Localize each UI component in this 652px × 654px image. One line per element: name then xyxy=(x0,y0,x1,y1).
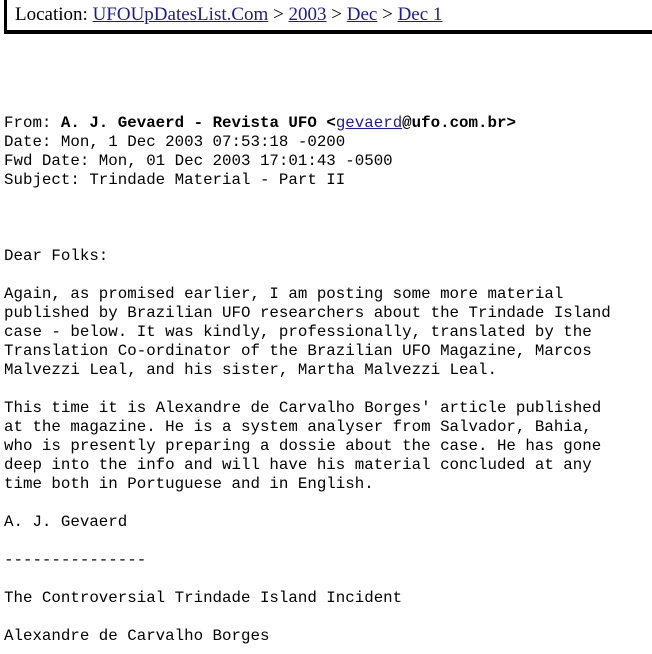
breadcrumb-separator: > xyxy=(377,4,398,25)
fwd-date-line: Fwd Date: Mon, 01 Dec 2003 17:01:43 -0500 xyxy=(4,152,393,170)
paragraph-2: This time it is Alexandre de Carvalho Borges' article published at the magazine. He is a system analyser from Salvador, Bahia, who is presently preparing a dossie about the case. He has gone deep into the info and will have his material concluded at any time both in Portuguese and in English. xyxy=(4,399,602,493)
article-title: The Controversial Trindade Island Incident xyxy=(4,589,403,607)
breadcrumb-separator: > xyxy=(268,4,289,25)
signature: A. J. Gevaerd xyxy=(4,513,128,531)
breadcrumb-year-link[interactable]: 2003 xyxy=(288,4,327,25)
breadcrumb-day-link[interactable]: Dec 1 xyxy=(397,4,443,25)
from-name: A. J. Gevaerd - Revista UFO < xyxy=(60,114,336,132)
greeting: Dear Folks: xyxy=(4,247,109,265)
location-label: Location: xyxy=(15,4,93,25)
location-bar xyxy=(4,0,652,34)
article-author: Alexandre de Carvalho Borges xyxy=(4,627,270,645)
paragraph-1: Again, as promised earlier, I am posting some more material published by Brazilian UFO researchers about the Trindade Island case - below. It was kindly, professionally, translated by the Translation Co-ordinator of the Brazilian UFO Magazine, Marcos Malvezzi Leal, and his sister, Martha Malvezzi Leal. xyxy=(4,285,611,379)
from-email-link[interactable]: gevaerd xyxy=(335,114,403,132)
from-email-domain: @ufo.com.br> xyxy=(402,114,516,132)
subject-line: Subject: Trindade Material - Part II xyxy=(4,171,346,189)
date-line: Date: Mon, 1 Dec 2003 07:53:18 -0200 xyxy=(4,133,346,151)
divider: --------------- xyxy=(4,551,147,569)
breadcrumb-site-link[interactable]: UFOUpDatesList.Com xyxy=(92,4,269,25)
breadcrumb-month-link[interactable]: Dec xyxy=(346,4,378,25)
message-body xyxy=(4,114,611,646)
breadcrumb-separator: > xyxy=(326,4,347,25)
from-label: From: xyxy=(4,114,61,132)
